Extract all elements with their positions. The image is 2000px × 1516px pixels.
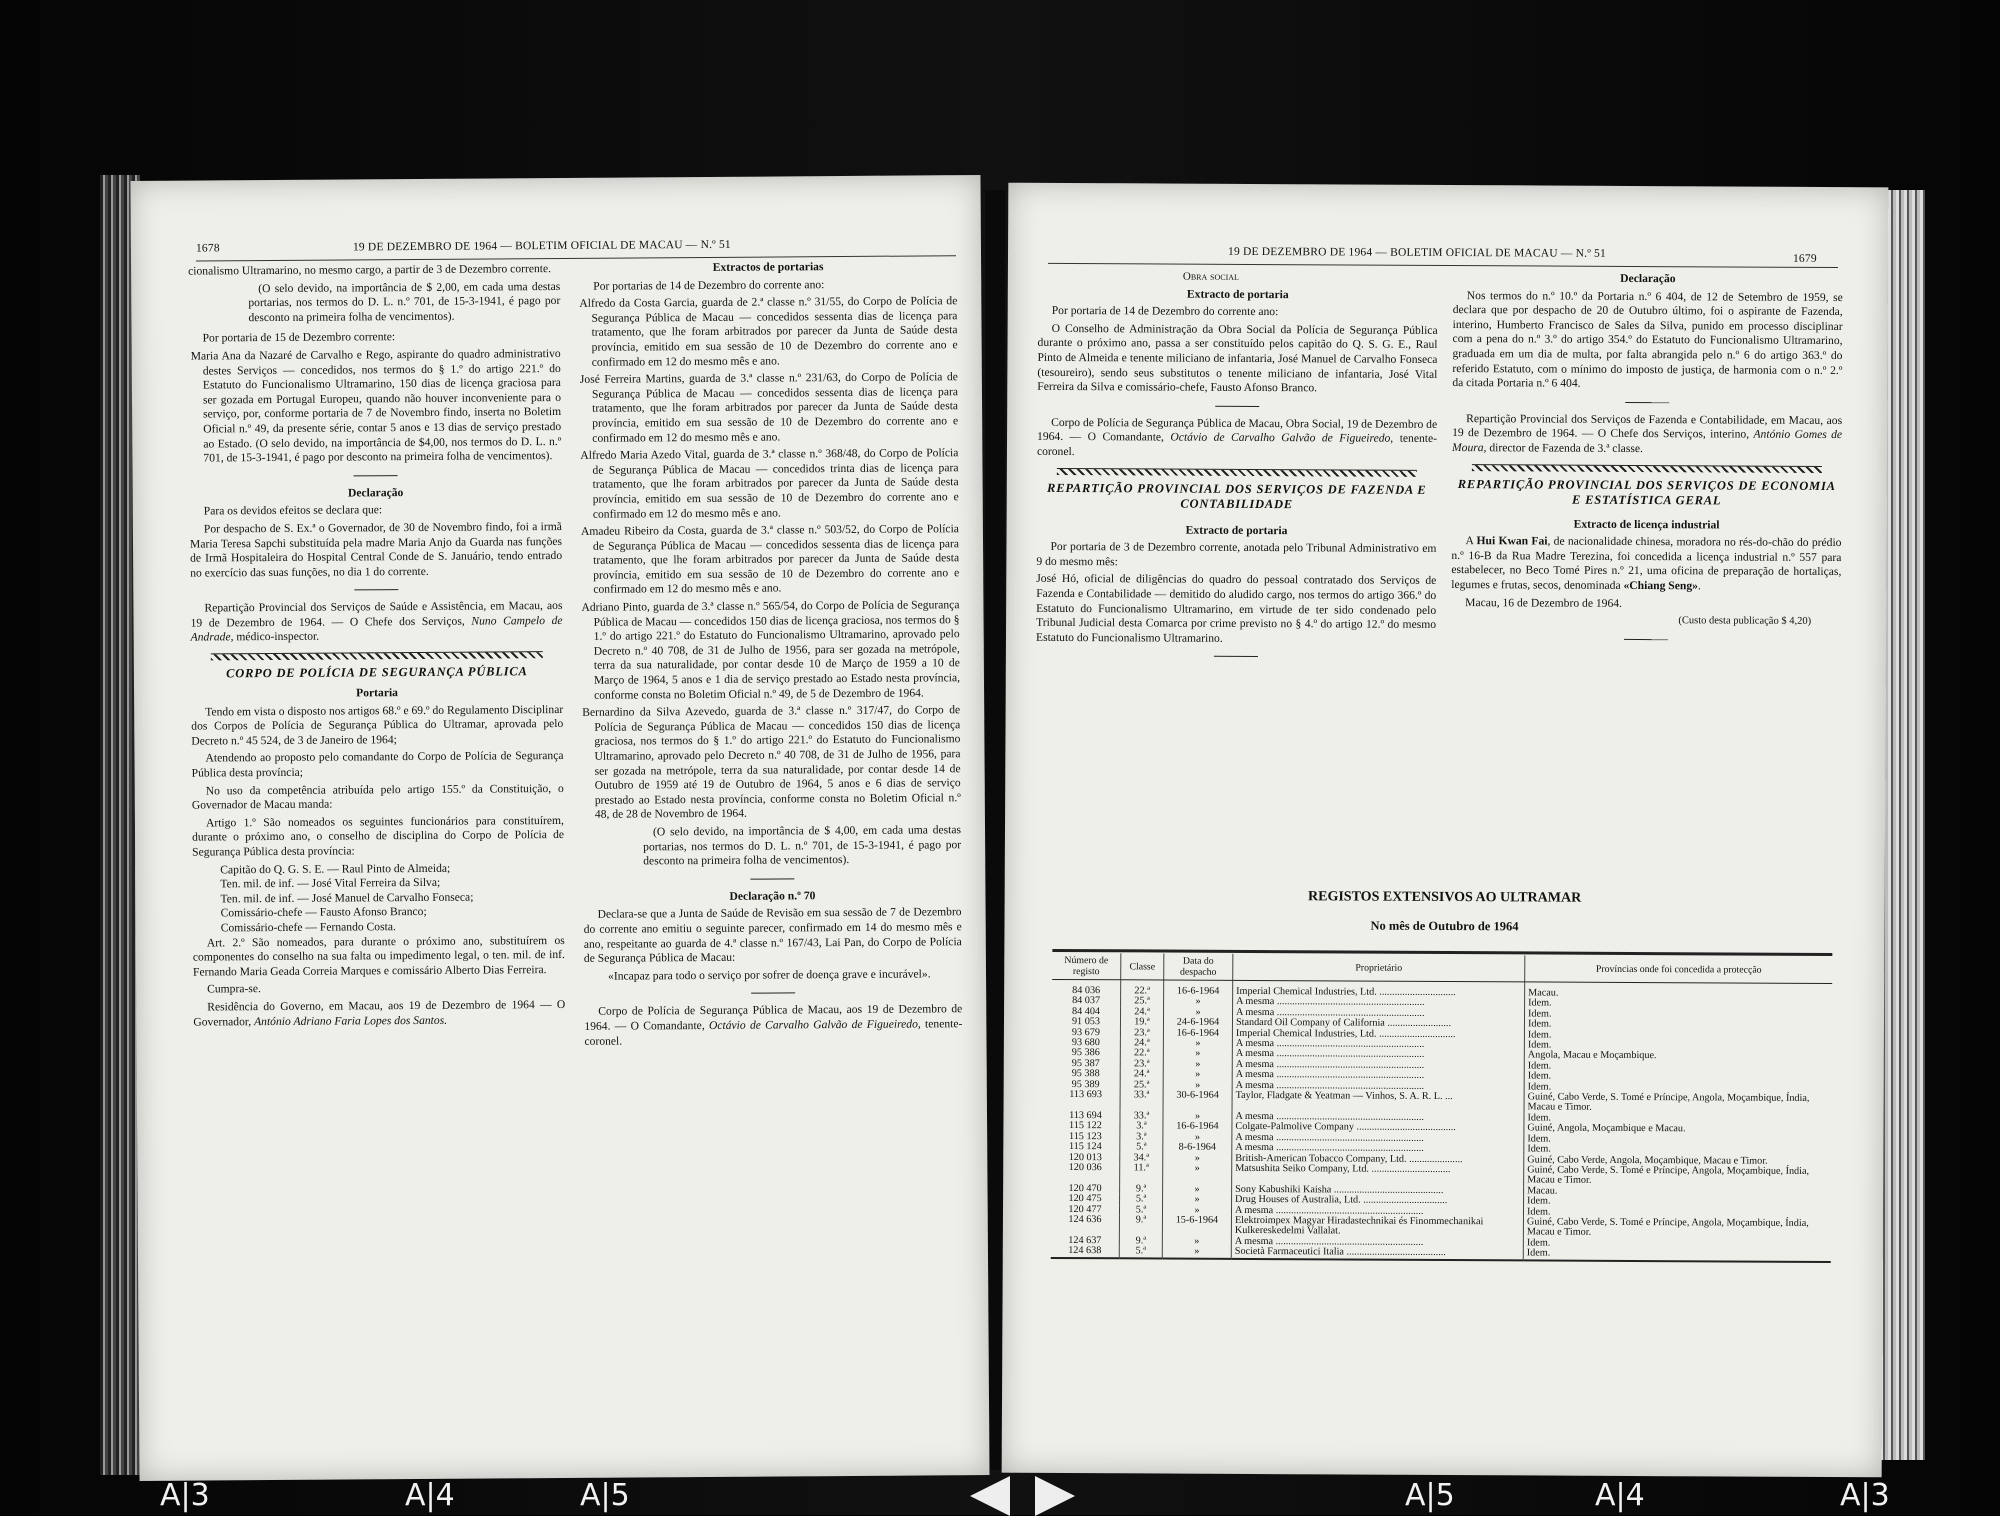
signature-paragraph: Corpo de Polícia de Segurança Pública de Macau, aos 19 de Dezembro de 1964. — O Comandante, Octávio de Carvalho Galvão de Figueiredo, tenente-coronel. <box>584 1002 963 1048</box>
registo-number: 120 475 <box>1051 1194 1120 1205</box>
signatory: António Gomes de Moura, <box>1451 427 1843 455</box>
left-page <box>130 175 989 1481</box>
department-heading: CORPO DE POLÍCIA DE SEGURANÇA PÚBLICA <box>226 664 528 681</box>
registo-owner: A mesma .......................................................... <box>1232 1112 1524 1124</box>
registo-class: 9.ª <box>1119 1236 1162 1247</box>
section-heading: Extractos de portarias <box>712 260 824 274</box>
separator <box>1624 639 1668 640</box>
registo-provinces: Guiné, Cabo Verde, S. Tomé e Príncipe, Angola, Moçambique, Índia, Macau e Timor. <box>1526 1216 1809 1239</box>
registo-owner: A mesma .......................................................... <box>1232 1039 1524 1051</box>
registo-provinces: Macau. <box>1528 987 1559 999</box>
stamp-note: (O selo devido, na importância de $ 4,00, em cada uma destas portarias, nos termos do D. L. n.º 701, de 15-3-1941, é pago por desconto na primeira folha de vencimentos). <box>643 823 962 868</box>
registo-owner: Elektroimpex Magyar Hiradastechnikai és Finommechanikai Kulkereskedelmi Vallalat. <box>1231 1216 1523 1238</box>
registo-provinces: Idem. <box>1526 1237 1551 1249</box>
registo-date: 15-6-1964 <box>1162 1215 1231 1236</box>
registo-number: 91 053 <box>1052 1017 1121 1028</box>
registo-class: 25.ª <box>1120 1080 1163 1091</box>
film-mark: A|4 <box>1595 1478 1645 1513</box>
registo-class: 33.ª <box>1120 1090 1163 1111</box>
registo-date: 24-6-1964 <box>1163 1018 1232 1029</box>
column-header: Data do despacho <box>1164 954 1233 981</box>
left-column-1 <box>188 262 565 1033</box>
registo-number: 95 388 <box>1052 1069 1121 1080</box>
signatory: Nuno Campelo de Andrade, <box>190 613 563 645</box>
list-item: Alfredo Maria Azedo Vital, guarda de 3.ª classe n.º 368/48, do Corpo de Polícia de Segurança Pública de Macau — concedidos trinta dias de licença para tratamento, que lhe foram arbitrados por parecer da Junta de Saúde desta província, emitido em sua sessão de 10 de Dezembro do corrente ano e confirmado em 12 do mesmo mês e ano. <box>580 446 959 521</box>
registo-date: » <box>1163 1163 1232 1184</box>
registo-date: 16-6-1964 <box>1163 1122 1232 1133</box>
film-mark: A|4 <box>405 1478 455 1513</box>
registo-provinces: Idem. <box>1527 1018 1552 1030</box>
list-item: Ten. mil. de inf. — José Vital Ferreira da Silva; <box>220 876 441 891</box>
separator <box>1215 406 1259 407</box>
registo-date: » <box>1163 1132 1232 1143</box>
registo-owner: A mesma .......................................................... <box>1232 1081 1524 1093</box>
registo-owner: A mesma .......................................................... <box>1232 1060 1524 1072</box>
paragraph: Tendo em vista o disposto nos artigos 68.º e 69.º do Regulamento Disciplinar dos Corpos de Polícia de Segurança Pública do Ultramar, aprovada pelo Decreto n.º 45 524, de 3 de Janeiro de 1964; <box>191 702 564 748</box>
registo-class: 24.ª <box>1120 1070 1163 1081</box>
signatory: Octávio de Carvalho Galvão de Figueiredo, <box>1170 430 1394 446</box>
right-page <box>1002 183 1889 1478</box>
film-mark: A|5 <box>580 1478 630 1513</box>
right-column-2 <box>1451 271 1843 651</box>
registo-owner: A mesma .......................................................... <box>1232 1070 1524 1082</box>
registo-class: 3.ª <box>1120 1122 1163 1133</box>
registos-title: REGISTOS EXTENSIVOS AO ULTRAMAR <box>1307 889 1582 906</box>
registo-class: 9.ª <box>1119 1215 1162 1236</box>
registo-owner: A mesma .......................................................... <box>1233 1008 1525 1020</box>
registo-provinces: Idem. <box>1527 1133 1551 1145</box>
publication-cost: (Custo desta publicação $ 4,20) <box>1678 615 1812 628</box>
registo-date: » <box>1162 1236 1231 1247</box>
center-arrow-left-icon <box>970 1476 1010 1516</box>
paragraph: Macau, 16 de Dezembro de 1964. <box>1465 595 1623 610</box>
list-item: Amadeu Ribeiro da Costa, guarda de 3.ª classe n.º 503/52, do Corpo de Polícia de Segurança Pública de Macau — concedidos sessenta dias de licença para tratamento, que lhe foram arbitrados por parecer da Junta de Saúde desta província, emitido em sua sessão de 10 de Dezembro do corrente ano e confirmado em 12 do mesmo mês e ano. <box>580 522 960 597</box>
registo-number: 120 477 <box>1051 1204 1120 1215</box>
registo-owner: A mesma .......................................................... <box>1233 997 1525 1009</box>
column-header: Proprietário <box>1233 954 1525 982</box>
list-item: Comissário-chefe — Fernando Costa. <box>220 920 396 935</box>
paragraph: Artigo 1.º São nomeados os seguintes funcionários para constituírem, durante o próximo ano, o conselho de disciplina do Corpo de Polícia de Segurança Pública desta província: <box>192 813 565 859</box>
column-header: Classe <box>1121 953 1164 980</box>
signatory: António Adriano Faria Lopes dos Santos. <box>254 1013 448 1028</box>
list-item: Comissário-chefe — Fausto Afonso Branco; <box>220 905 427 920</box>
list-item: Alfredo da Costa Garcia, guarda de 2.ª classe n.º 31/55, do Corpo de Polícia de Segurança Pública de Macau — concedidos sessenta dias de licença para tratamento, que lhe foram arbitrados por parecer da Junta de Saúde desta província, emitido em sua sessão de 10 de Dezembro do corrente ano e confirmado em 12 do mesmo mês e ano. <box>579 294 958 369</box>
registo-date: » <box>1163 1184 1232 1195</box>
column-header: Número de registo <box>1052 953 1121 980</box>
registo-date: » <box>1163 1111 1232 1122</box>
paragraph: No uso da competência atribuída pelo artigo 155.º da Constituição, o Governador de Macau manda: <box>191 781 564 812</box>
section-heading: Declaração <box>1620 271 1676 286</box>
separator <box>751 993 795 994</box>
registo-number: 115 123 <box>1051 1132 1120 1143</box>
registo-provinces: Guiné, Cabo Verde, Angola, Moçambique, Macau e Timor. <box>1527 1153 1768 1167</box>
registo-class: 33.ª <box>1120 1111 1163 1122</box>
registo-provinces: Idem. <box>1527 1039 1552 1051</box>
paragraph: Por portarias de 14 de Dezembro do corrente ano: <box>593 277 825 293</box>
registo-number: 95 386 <box>1052 1048 1121 1059</box>
film-mark: A|3 <box>160 1478 210 1513</box>
registos-subtitle: No mês de Outubro de 1964 <box>1370 918 1519 934</box>
right-column-1 <box>1036 269 1438 668</box>
registo-date: » <box>1164 1007 1233 1018</box>
page-number: 1678 <box>195 242 220 255</box>
registo-owner: A mesma .......................................................... <box>1232 1143 1524 1155</box>
quote: «Incapaz para todo o serviço por sofrer de doença grave e incurável». <box>607 967 931 983</box>
film-mark: A|3 <box>1840 1478 1890 1513</box>
section-heading: Declaração n.º 70 <box>729 888 816 903</box>
registo-owner: Taylor, Fladgate & Yeatman — Vinhos, S. A. R. L. ... <box>1232 1091 1524 1113</box>
paragraph: Cumpra-se. <box>207 982 261 996</box>
registo-provinces: Guiné, Angola, Moçambique e Macau. <box>1527 1122 1686 1135</box>
registo-date: » <box>1163 1195 1232 1206</box>
paragraph: Maria Ana da Nazaré de Carvalho e Rego, aspirante do quadro administrativo destes Serviços — concedidos, nos termos do § 1.º do artigo 221.º do Estatuto do Funcionalismo Ultramarino, 150 dias de licença graciosa para ser gozada em Portugal Europeu, quando não houver inconveniente para o serviço, por, conforme portaria de 7 de Novembro findo, inserta no Boletim Oficial n.º 49, da presente série, contar 5 anos e 13 dias de serviço prestado ao Estado. (O selo devido, na importância de $4,00, nos termos do D. L. n.º 701, de 15-3-1941, é pago por desconto na primeira folha de vencimentos). <box>190 346 562 465</box>
list-item: Adriano Pinto, guarda de 3.ª classe n.º 565/54, do Corpo de Polícia de Segurança Pública de Macau — concedidos 150 dias de licença graciosa, nos termos do § 1.º do artigo 221.º do Estatuto do Funcionalismo Ultramarino, aprovado pelo Decreto n.º 40 708, de 31 de Julho de 1956, para ser gozada na metrópole, terra da sua naturalidade, por contar desde 10 de Março de 1959 a 10 de Março de 1964, 5 anos e 1 dia de serviço prestado ao Estado nesta província, conforme consta no Boletim Oficial n.º 49, de 5 de Dezembro de 1964. <box>581 598 961 702</box>
registo-owner: A mesma .......................................................... <box>1232 1049 1524 1061</box>
registo-class: 19.ª <box>1120 1018 1163 1029</box>
registo-class: 22.ª <box>1121 980 1164 997</box>
paragraph: O Conselho de Administração da Obra Social da Polícia de Segurança Pública durante o próximo ano, passa a ser constituído pelos capitão do Q. S. G. E., Raul Pinto de Almeida e tenente miliciano de infantaria, José Manuel de Carvalho Fonseca (tesoureiro), sendo seus substitutos o tenente miliciano de infantaria, José Vital Ferreira da Silva e comissário-chefe, Fausto Afonso Branco. <box>1037 321 1438 395</box>
registo-owner: A mesma .......................................................... <box>1232 1133 1524 1145</box>
registo-owner: A mesma .......................................................... <box>1231 1237 1523 1249</box>
registo-number: 84 037 <box>1052 996 1121 1007</box>
registo-provinces: Idem. <box>1527 1070 1552 1082</box>
registo-provinces: Idem. <box>1528 997 1552 1009</box>
member-list <box>192 861 565 937</box>
registo-number: 113 693 <box>1052 1090 1121 1111</box>
registo-number: 95 389 <box>1052 1080 1121 1091</box>
section-heading: Extracto de portaria <box>1186 287 1289 301</box>
department-heading: REPARTIÇÃO PROVINCIAL DOS SERVIÇOS DE ECONOMIA E ESTATÍSTICA GERAL <box>1457 476 1836 507</box>
registo-owner: British-American Tobacco Company, Ltd. ..................... <box>1232 1153 1524 1165</box>
zigzag-divider <box>1472 464 1822 473</box>
registo-owner: Società Farmaceutici Italia ....................................... <box>1231 1247 1523 1260</box>
registo-provinces: Idem. <box>1527 1112 1552 1124</box>
paragraph: Por portaria de 3 de Dezembro corrente, anotada pelo Tribunal Administrativo em 9 do mesmo mês: <box>1036 540 1437 569</box>
registo-number: 113 694 <box>1051 1111 1120 1122</box>
registo-class: 5.ª <box>1120 1142 1163 1153</box>
registo-class: 22.ª <box>1120 1049 1163 1060</box>
registo-number: 124 636 <box>1051 1215 1120 1236</box>
registo-date: » <box>1162 1247 1231 1259</box>
left-column-2 <box>579 259 963 1052</box>
paragraph: Art. 2.º São nomeados, para durante o próximo ano, substituírem os componentes do conselho na sua falta ou impedimento legal, o ten. mil. de inf. Fernando Maria Geada Correia Marques e comissário Alberto Dias Ferreira. <box>192 933 565 979</box>
registo-date: » <box>1162 1205 1231 1216</box>
registo-provinces: Idem. <box>1527 1195 1551 1207</box>
separator <box>1625 402 1669 403</box>
registo-owner: Imperial Chemical Industries, Ltd. .............................. <box>1233 980 1525 998</box>
registo-number: 84 404 <box>1052 1007 1121 1018</box>
licensee-name: Hui Kwan Fai <box>1476 534 1548 548</box>
section-heading: Declaração <box>347 485 404 500</box>
registo-date: » <box>1164 997 1233 1008</box>
registo-class: 5.ª <box>1119 1205 1162 1216</box>
subsection-label: Obra social <box>1182 270 1239 283</box>
registo-provinces: Idem. <box>1527 1143 1551 1155</box>
paragraph: Declara-se que a Junta de Saúde de Revisão em sua sessão de 7 de Dezembro do corrente ano emitiu o seguinte parecer, confirmado em 14 do mesmo mês e ano, respeitante ao guarda de 4.ª classe n.º 167/43, Lai Pan, do Corpo de Polícia de Segurança Pública de Macau: <box>583 905 962 965</box>
list-item: Capitão do Q. G. S. E. — Raul Pinto de Almeida; <box>220 861 451 876</box>
registo-provinces: Idem. <box>1527 1029 1552 1041</box>
registo-date: 8-6-1964 <box>1163 1143 1232 1154</box>
page-header: 19 DE DEZEMBRO DE 1964 — BOLETIM OFICIAL DE MACAU — N.º 51 <box>352 238 731 254</box>
section-heading: Extracto de licença industrial <box>1573 517 1720 531</box>
registos-table <box>1051 953 1833 1263</box>
film-mark: A|5 <box>1405 1478 1455 1513</box>
registo-class: 3.ª <box>1120 1132 1163 1143</box>
registo-date: 16-6-1964 <box>1164 980 1233 997</box>
stamp-note: (O selo devido, na importância de $ 2,00, em cada uma destas portarias, nos termos do D. L. n.º 701, de 15-3-1941, é pago por desconto na primeira folha de vencimentos). <box>248 279 561 324</box>
shop-name: «Chiang Seng» <box>1623 578 1698 593</box>
registo-provinces: Idem. <box>1527 1060 1552 1072</box>
separator <box>354 475 398 476</box>
zigzag-divider <box>211 651 543 660</box>
center-arrow-right-icon <box>1035 1476 1075 1516</box>
paragraph: Para os devidos efeitos se declara que: <box>203 503 383 518</box>
registo-number: 120 470 <box>1051 1184 1120 1195</box>
registo-date: » <box>1163 1039 1232 1050</box>
paragraph: cionalismo Ultramarino, no mesmo cargo, a partir de 3 de Dezembro corrente. <box>188 262 552 278</box>
list-item: José Ferreira Martins, guarda de 3.ª classe n.º 231/63, do Corpo de Polícia de Segurança Pública de Macau — concedidos sessenta dias de licença para tratamento, que lhe foram arbitrados por parecer da Junta de Saúde desta província, emitido em sua sessão de 10 de Dezembro do corrente ano e confirmado em 12 do mesmo mês e ano. <box>579 370 959 445</box>
registo-class: 9.ª <box>1120 1184 1163 1195</box>
registo-owner: Colgate-Palmolive Company ....................................... <box>1232 1122 1524 1134</box>
registo-owner: Matsushita Seiko Company, Ltd. ............................... <box>1232 1164 1524 1186</box>
department-heading: REPARTIÇÃO PROVINCIAL DOS SERVIÇOS DE FAZENDA E CONTABILIDADE <box>1047 480 1427 511</box>
registo-date: 16-6-1964 <box>1163 1028 1232 1039</box>
paragraph: Por despacho de S. Ex.ª o Governador, de 30 de Novembro findo, foi a irmã Maria Teresa Sapchi substituída pela madre Maria Anjo da Guarda nas funções de Irmã Hospitaleira do Hospital Central Conde de S. Januário, tendo entrado no exercício das suas funções, no dia 1 do corrente. <box>189 519 563 580</box>
paragraph: José Hó, oficial de diligências do quadro do pessoal contratado dos Serviços de Fazenda e Contabilidade — demitido do aludido cargo, nos termos do artigo 366.º do Estatuto do Funcionalismo Ultramarino, em virtude de ter sido condenado pelo Tribunal Judicial desta Comarca por crime previsto no § 4.º do artigo 12.º do mesmo Estatuto do Funcionalismo Ultramarino. <box>1035 572 1437 645</box>
registo-date: » <box>1163 1059 1232 1070</box>
registo-provinces: Idem. <box>1523 1249 1831 1262</box>
list-item: Bernardino da Silva Azevedo, guarda de 3.ª classe n.º 317/47, do Corpo de Polícia de Segurança Pública de Macau — concedidos 150 dias de licença graciosa, nos termos do § 1.º do artigo 221.º do Estatuto do Funcionalismo Ultramarino, aprovado pelo Decreto n.º 40 708, de 31 de Julho de 1956, para ser gozada na metrópole, terra da sua naturalidade, por contar desde 14 de Outubro de 1959 até 19 de Outubro de 1964, 5 anos e 6 dias de serviço prestado ao Estado nesta província, conforme consta no Boletim Oficial n.º 48, de 28 de Novembro de 1964. <box>582 703 961 822</box>
registo-number: 115 122 <box>1051 1121 1120 1132</box>
section-heading: Extracto de portaria <box>1185 523 1288 537</box>
section-heading: Portaria <box>356 686 399 700</box>
registo-number: 93 680 <box>1052 1038 1121 1049</box>
registo-date: » <box>1163 1153 1232 1164</box>
list-item: Ten. mil. de inf. — José Manuel de Carvalho Fonseca; <box>220 890 474 906</box>
registo-class: 5.ª <box>1119 1246 1162 1258</box>
registo-date: » <box>1163 1049 1232 1060</box>
registo-number: 93 679 <box>1052 1028 1121 1039</box>
registo-owner: Standard Oil Company of California ......................... <box>1232 1018 1524 1030</box>
registo-number: 120 013 <box>1051 1152 1120 1163</box>
registo-number: 84 036 <box>1052 979 1121 996</box>
registo-provinces: Idem. <box>1526 1205 1551 1218</box>
separator <box>1214 656 1258 657</box>
registo-class: 25.ª <box>1121 997 1164 1008</box>
registo-owner: A mesma .......................................................... <box>1231 1205 1523 1217</box>
registo-class: 24.ª <box>1120 1038 1163 1049</box>
registo-owner: Imperial Chemical Industries, Ltd. .............................. <box>1232 1029 1524 1041</box>
paragraph: Por portaria de 14 de Dezembro do corrente ano: <box>1051 304 1279 319</box>
registo-date: » <box>1163 1080 1232 1091</box>
registo-number: 124 638 <box>1051 1246 1120 1258</box>
registo-provinces: Angola, Macau e Moçambique. <box>1527 1049 1657 1062</box>
registo-class: 23.ª <box>1120 1028 1163 1039</box>
registo-class: 23.ª <box>1120 1059 1163 1070</box>
registo-class: 5.ª <box>1120 1194 1163 1205</box>
registo-provinces: Idem. <box>1528 1008 1552 1020</box>
registo-date: 30-6-1964 <box>1163 1091 1232 1112</box>
paragraph: Por portaria de 15 de Dezembro corrente: <box>202 330 396 345</box>
registo-number: 95 387 <box>1052 1059 1121 1070</box>
registo-number: 120 036 <box>1051 1163 1120 1184</box>
header-rule <box>1048 263 1838 268</box>
separator <box>750 878 794 879</box>
registo-class: 24.ª <box>1121 1007 1164 1018</box>
registo-number: 124 637 <box>1051 1236 1120 1247</box>
registo-provinces: Guiné, Cabo Verde, S. Tomé e Príncipe, Angola, Moçambique, Índia, Macau e Timor. <box>1527 1164 1810 1187</box>
registo-provinces: Macau. <box>1527 1185 1558 1197</box>
registo-provinces: Guiné, Cabo Verde, S. Tomé e Príncipe, Angola, Moçambique, Índia, Macau e Timor. <box>1527 1091 1810 1114</box>
column-header: Províncias onde foi concedida a protecção <box>1525 955 1833 983</box>
paragraph: Atendendo ao proposto pelo comandante do Corpo de Polícia de Segurança Pública desta província; <box>191 749 564 780</box>
registo-owner: Sony Kabushiki Kaisha ........................................... <box>1232 1185 1524 1197</box>
registo-provinces: Idem. <box>1527 1081 1552 1093</box>
signature-paragraph: Corpo de Polícia de Segurança Pública de Macau, Obra Social, 19 de Dezembro de 1964. — O Comandante, Octávio de Carvalho Galvão de Figueiredo, tenente-coronel. <box>1036 415 1438 458</box>
registo-owner: Drug Houses of Australia, Ltd. ................................. <box>1232 1195 1524 1207</box>
registo-date: » <box>1163 1070 1232 1081</box>
signature-paragraph: Repartição Provincial dos Serviços de Fazenda e Contabilidade, em Macau, aos 19 de Dezembro de 1964. — O Chefe dos Serviços, interino, António Gomes de Moura, director de Fazenda de 3.ª classe. <box>1451 411 1843 455</box>
page-number: 1679 <box>1792 252 1817 265</box>
table-header-row <box>1052 953 1832 984</box>
registo-class: 11.ª <box>1120 1163 1163 1184</box>
table-body <box>1051 979 1832 1261</box>
paragraph: A Hui Kwan Fai, de nacionalidade chinesa, moradora no rés-do-chão do prédio n.º 16-B da Rua Madre Terezina, foi concedida a licença industrial n.º 557 para estabelecer, no Beco Tomé Pires n.º 21, uma oficina de preparação de hortaliças, legumes e frutas, secos, denominada «Chiang Seng». <box>1451 534 1842 593</box>
zigzag-divider <box>1057 467 1417 476</box>
signature-paragraph: Repartição Provincial dos Serviços de Saúde e Assistência, em Macau, aos 19 de Dezembro de 1964. — O Chefe dos Serviços, Nuno Campelo de Andrade, médico-inspector. <box>190 599 563 645</box>
signature-paragraph: Residência do Governo, em Macau, aos 19 de Dezembro de 1964 — O Governador, António Adriano Faria Lopes dos Santos. <box>193 997 566 1029</box>
signatory: Octávio de Carvalho Galvão de Figueiredo, <box>708 1017 921 1032</box>
registo-class: 34.ª <box>1120 1153 1163 1164</box>
page-header: 19 DE DEZEMBRO DE 1964 — BOLETIM OFICIAL DE MACAU — N.º 51 <box>1227 245 1606 260</box>
paragraph: Nos termos do n.º 10.º da Portaria n.º 6 404, de 12 de Setembro de 1959, se declara que por despacho de 20 de Outubro último, foi o aspirante de Fazenda, interino, Humberto Francisco de Sales da Silva, punido em processo disciplinar com a pena do n.º 3.º do artigo 354.º do Estatuto do Funcionalismo Ultramarino, graduada em um dia de multa, por falta abrangida pelo n.º 6 do artigo 363.º do referido Estatuto, com o mínimo do imposto de justiça, de harmonia com o n.º 2.º da citada Portaria n.º 6 404. <box>1452 288 1843 390</box>
separator <box>354 589 398 590</box>
registo-number: 115 124 <box>1051 1142 1120 1153</box>
